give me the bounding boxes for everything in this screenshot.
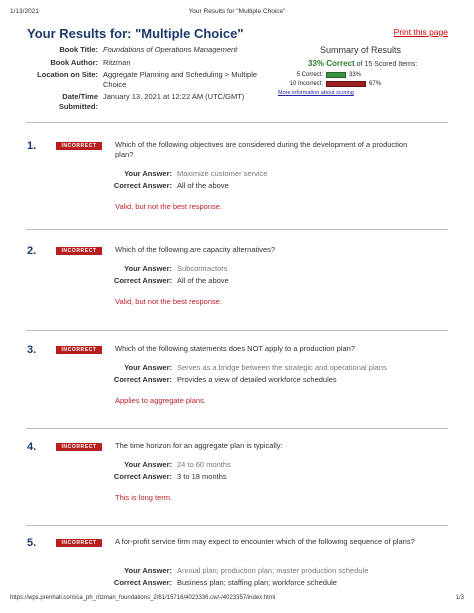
your-answer-row [27, 566, 368, 576]
question-number: 1. [27, 140, 37, 152]
correct-answer-row [27, 578, 337, 588]
correct-answer-row [27, 375, 337, 385]
summary-of-results [278, 45, 453, 96]
incorrect-badge: INCORRECT [56, 539, 102, 547]
print-page-number: 1/3 [455, 595, 464, 601]
print-header [10, 8, 464, 18]
book-author-value: Ritzman [103, 57, 131, 67]
your-answer-value: Annual plan; production plan; master production schedule [177, 566, 369, 575]
scored-items-text: of 15 Scored Items: [356, 61, 418, 68]
your-answer-value: 24 to 60 months [177, 460, 231, 469]
correct-answer-label: Correct Answer: [113, 276, 172, 285]
correct-answer-label: Correct Answer: [113, 578, 172, 587]
datetime-value: January 13, 2021 at 12:22 AM (UTC/GMT) [103, 92, 245, 101]
your-answer-value: Subcontractors [177, 264, 228, 273]
question-text: Which of the following statements does NOT apply to a production plan? [115, 344, 355, 353]
feedback-text: This is long term. [115, 493, 173, 502]
your-answer-value: Maximize customer service [177, 169, 268, 178]
your-answer-label: Your Answer: [124, 566, 172, 575]
your-answer-row [27, 264, 227, 274]
incorrect-badge: INCORRECT [56, 247, 102, 255]
incorrect-percent: 67% [369, 80, 382, 87]
correct-answer-value: All of the above [177, 181, 229, 190]
incorrect-row [278, 79, 453, 88]
book-title-row [27, 45, 272, 55]
more-info-scoring-link[interactable]: More information about scoring [278, 90, 354, 96]
your-answer-label: Your Answer: [124, 169, 172, 178]
correct-label: 5 Correct: [296, 71, 323, 78]
question-text: A for-profit service firm may expect to encounter which of the following sequence of plans? [115, 537, 415, 546]
incorrect-badge: INCORRECT [56, 142, 102, 150]
correct-answer-label: Correct Answer: [113, 375, 172, 384]
book-title-label: Book Title: [59, 45, 98, 54]
correct-answer-row [27, 472, 227, 482]
your-answer-row [27, 460, 231, 470]
divider [26, 428, 448, 429]
correct-answer-value: Business plan; staffing plan; workforce schedule [177, 578, 337, 587]
question-number: 5. [27, 537, 37, 549]
divider [26, 330, 448, 331]
your-answer-label: Your Answer: [124, 363, 172, 372]
location-value: Aggregate Planning and Scheduling > Multiple Choice [103, 70, 258, 89]
correct-answer-value: 3 to 18 months [177, 472, 227, 481]
question-text: The time horizon for an aggregate plan is typically: [115, 441, 283, 450]
location-row [27, 70, 272, 89]
your-answer-row [27, 363, 387, 373]
question-number: 2. [27, 245, 37, 257]
incorrect-bar [326, 81, 366, 87]
print-date: 1/13/2021 [10, 8, 39, 15]
question-text: Which of the following are capacity alternatives? [115, 245, 276, 254]
print-title: Your Results for "Multiple Choice" [188, 8, 286, 15]
book-title-value: Foundations of Operations Management [103, 45, 238, 54]
incorrect-label: 10 Incorrect: [289, 80, 323, 87]
percent-correct-value: 33% Correct [308, 59, 355, 68]
your-answer-label: Your Answer: [124, 460, 172, 469]
question-number: 4. [27, 441, 37, 453]
your-answer-value: Serves as a bridge between the strategic and operational plans [177, 363, 387, 372]
your-answer-row [27, 169, 267, 179]
correct-answer-row [27, 181, 229, 191]
your-answer-label: Your Answer: [124, 264, 172, 273]
divider [26, 229, 448, 230]
print-page-link[interactable]: Print this page [393, 27, 448, 37]
print-url: https://wps.prenhall.com/ca_ph_ritzman_foundations_2/61/15716/4023336.cw/-/4023357/index.html [10, 595, 276, 601]
incorrect-badge: INCORRECT [56, 346, 102, 354]
divider [26, 122, 448, 123]
print-footer [10, 595, 464, 605]
incorrect-badge: INCORRECT [56, 443, 102, 451]
page-title: Your Results for: "Multiple Choice" [27, 26, 244, 41]
datetime-label: Date/Time Submitted: [58, 92, 98, 111]
percent-correct [308, 59, 453, 68]
feedback-text: Valid, but not the best response. [115, 297, 223, 306]
correct-answer-value: Provides a view of detailed workforce schedules [177, 375, 337, 384]
question-text: Which of the following objectives are considered during the development of a production plan? [115, 140, 408, 159]
feedback-text: Applies to aggregate plans. [115, 396, 206, 405]
correct-percent: 33% [348, 71, 361, 78]
correct-answer-row [27, 276, 229, 286]
correct-row [278, 70, 453, 79]
results-meta [27, 45, 272, 114]
question-number: 3. [27, 344, 37, 356]
correct-answer-label: Correct Answer: [113, 181, 172, 190]
book-author-row [27, 58, 272, 68]
datetime-row [27, 92, 272, 111]
location-label: Location on Site: [37, 70, 98, 79]
summary-heading: Summary of Results [319, 45, 402, 55]
divider [26, 525, 448, 526]
book-author-label: Book Author: [50, 57, 98, 67]
correct-answer-label: Correct Answer: [113, 472, 172, 481]
correct-bar [326, 72, 346, 78]
correct-answer-value: All of the above [177, 276, 229, 285]
feedback-text: Valid, but not the best response. [115, 202, 223, 211]
